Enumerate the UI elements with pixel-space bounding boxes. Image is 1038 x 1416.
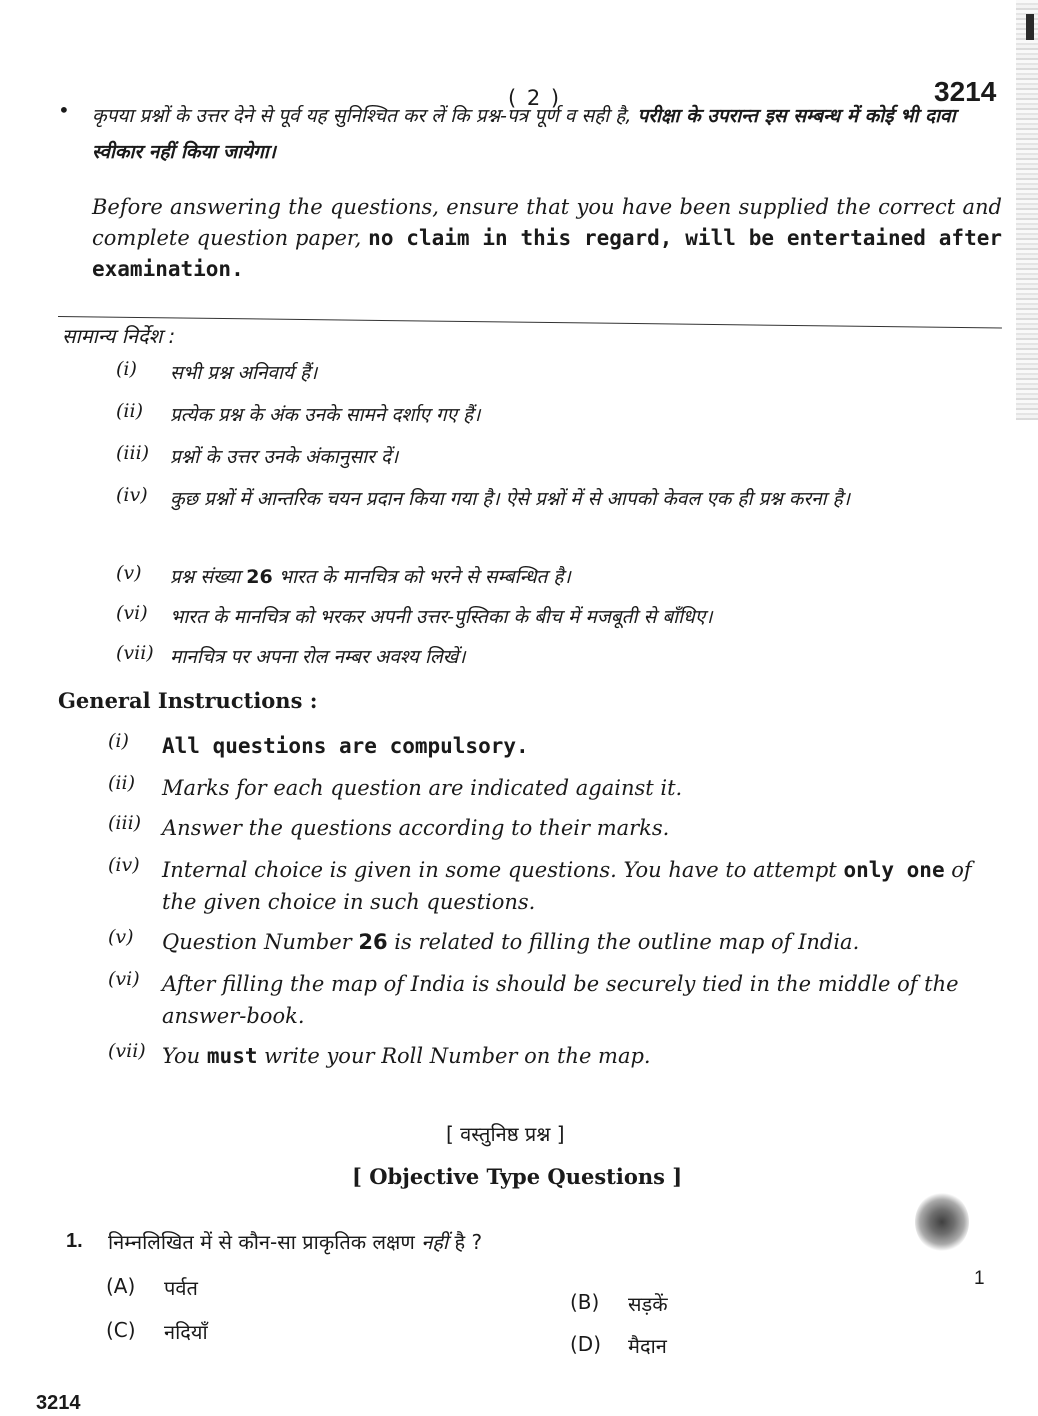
section-title-english: [ Objective Type Questions ] bbox=[352, 1164, 683, 1189]
option-a bbox=[106, 1274, 198, 1301]
item-text: मानचित्र पर अपना रोल नम्बर अवश्य लिखें। bbox=[170, 646, 466, 668]
item-text: Answer the questions according to their marks. bbox=[162, 816, 670, 840]
notice-bullet: • bbox=[58, 98, 70, 122]
item-text: After filling the map of India is should be securely tied in the middle of the answer-book. bbox=[162, 972, 959, 1028]
english-instruction-item bbox=[108, 968, 998, 1032]
paper-code-top: 3214 bbox=[934, 76, 997, 107]
option-text: सड़कें bbox=[628, 1292, 668, 1316]
english-instruction-item bbox=[108, 926, 998, 958]
item-text-post: is related to filling the outline map of India. bbox=[394, 930, 860, 954]
item-number: (v) bbox=[116, 562, 142, 584]
english-instruction-item bbox=[108, 1040, 998, 1072]
section-title-hindi: [ वस्तुनिष्ठ प्रश्न ] bbox=[446, 1122, 565, 1146]
notice-english-normal: Before answering the questions, ensure that you have been supplied the correct and complete question paper, bbox=[92, 195, 1002, 250]
item-number: (iv) bbox=[116, 484, 148, 506]
item-text-bold: 26 bbox=[246, 566, 273, 588]
question-text-emph: नहीं bbox=[421, 1230, 449, 1254]
item-text: प्रत्येक प्रश्न के अंक उनके सामने दर्शाए गए हैं। bbox=[170, 404, 481, 426]
option-c bbox=[106, 1318, 208, 1345]
item-text-pre: प्रश्न संख्या bbox=[170, 566, 241, 588]
item-text bbox=[162, 926, 859, 958]
item-text: भारत के मानचित्र को भरकर अपनी उत्तर-पुस्तिका के बीच में मजबूती से बाँधिए। bbox=[170, 606, 713, 628]
english-instruction-item bbox=[108, 730, 998, 762]
item-number: (iv) bbox=[108, 854, 140, 876]
page-number: ( 2 ) bbox=[508, 86, 562, 110]
option-label: (A) bbox=[106, 1274, 136, 1298]
option-label: (B) bbox=[570, 1290, 600, 1314]
english-instruction-item bbox=[108, 812, 998, 844]
item-text-pre: Internal choice is given in some questions. You have to attempt bbox=[162, 858, 837, 882]
item-text: सभी प्रश्न अनिवार्य हैं। bbox=[170, 362, 318, 384]
option-text: नदियाँ bbox=[164, 1320, 208, 1344]
item-text: कुछ प्रश्नों में आन्तरिक चयन प्रदान किया गया है। ऐसे प्रश्नों में से आपको केवल एक ही प्रश्न करना है। bbox=[170, 488, 850, 510]
item-number: (i) bbox=[108, 730, 129, 752]
item-text-bold: 26 bbox=[358, 930, 388, 954]
option-label: (D) bbox=[570, 1332, 602, 1356]
item-number: (iii) bbox=[108, 812, 142, 834]
question-text bbox=[108, 1228, 482, 1255]
scan-edge-mark bbox=[1026, 14, 1034, 40]
item-number: (i) bbox=[116, 358, 137, 380]
option-text: मैदान bbox=[628, 1334, 667, 1358]
notice-english bbox=[92, 192, 1002, 285]
hindi-instruction-item bbox=[116, 358, 996, 388]
item-text bbox=[162, 730, 529, 762]
notice-english-bold: no claim in this regard, will be entertained after examination. bbox=[92, 226, 1002, 281]
scan-edge-noise bbox=[1016, 0, 1038, 420]
notice-hindi bbox=[92, 98, 1012, 170]
paper-code-bottom: 3214 bbox=[36, 1392, 81, 1414]
item-text: Marks for each question are indicated against it. bbox=[162, 776, 683, 800]
option-b bbox=[570, 1290, 668, 1317]
item-text bbox=[162, 1040, 651, 1072]
hindi-instructions-heading: सामान्य निर्देश : bbox=[62, 324, 176, 348]
item-number: (v) bbox=[108, 926, 134, 948]
divider-line bbox=[58, 316, 1002, 329]
question-text-post: है ? bbox=[454, 1230, 483, 1254]
hindi-instruction-item bbox=[116, 484, 996, 514]
notice-hindi-bold: परीक्षा के उपरान्त इस सम्बन्ध में कोई भी दावा स्वीकार नहीं किया जायेगा। bbox=[92, 105, 956, 163]
item-text-bold: must bbox=[206, 1044, 258, 1068]
hindi-instruction-item bbox=[116, 442, 996, 472]
question-text-pre: निम्नलिखित में से कौन-सा प्राकृतिक लक्षण bbox=[108, 1230, 415, 1254]
question-marks: 1 bbox=[974, 1268, 985, 1289]
hindi-instruction-item bbox=[116, 642, 996, 672]
question-number: 1. bbox=[66, 1230, 83, 1252]
item-text-pre: Question Number bbox=[162, 930, 352, 954]
item-text-post: भारत के मानचित्र को भरने से सम्बन्धित है। bbox=[278, 566, 571, 588]
item-text-bold: All questions are compulsory. bbox=[162, 734, 529, 758]
english-instruction-item bbox=[108, 854, 998, 918]
english-instructions-heading: General Instructions : bbox=[58, 688, 318, 713]
item-number: (vii) bbox=[116, 642, 154, 664]
item-text-pre: You bbox=[162, 1044, 201, 1068]
item-text: प्रश्नों के उत्तर उनके अंकानुसार दें। bbox=[170, 446, 399, 468]
item-number: (ii) bbox=[108, 772, 135, 794]
notice-hindi-normal: कृपया प्रश्नों के उत्तर देने से पूर्व यह सुनिश्चित कर लें कि प्रश्न-पत्र पूर्ण व सही है, bbox=[92, 105, 632, 127]
item-text bbox=[162, 854, 998, 918]
hindi-instruction-item bbox=[116, 602, 996, 632]
item-number: (vi) bbox=[116, 602, 148, 624]
ink-smudge bbox=[915, 1192, 969, 1252]
item-text-post: write your Roll Number on the map. bbox=[264, 1044, 651, 1068]
item-number: (vii) bbox=[108, 1040, 146, 1062]
item-number: (ii) bbox=[116, 400, 143, 422]
item-number: (vi) bbox=[108, 968, 140, 990]
option-label: (C) bbox=[106, 1318, 136, 1342]
hindi-instruction-item bbox=[116, 400, 996, 430]
item-text-post: of the given choice in such questions. bbox=[162, 858, 972, 914]
english-instruction-item bbox=[108, 772, 998, 804]
item-number: (iii) bbox=[116, 442, 150, 464]
item-text bbox=[170, 562, 571, 592]
item-text-bold: only one bbox=[843, 858, 945, 882]
option-d bbox=[570, 1332, 667, 1359]
option-text: पर्वत bbox=[164, 1276, 198, 1300]
hindi-instruction-item bbox=[116, 562, 996, 592]
